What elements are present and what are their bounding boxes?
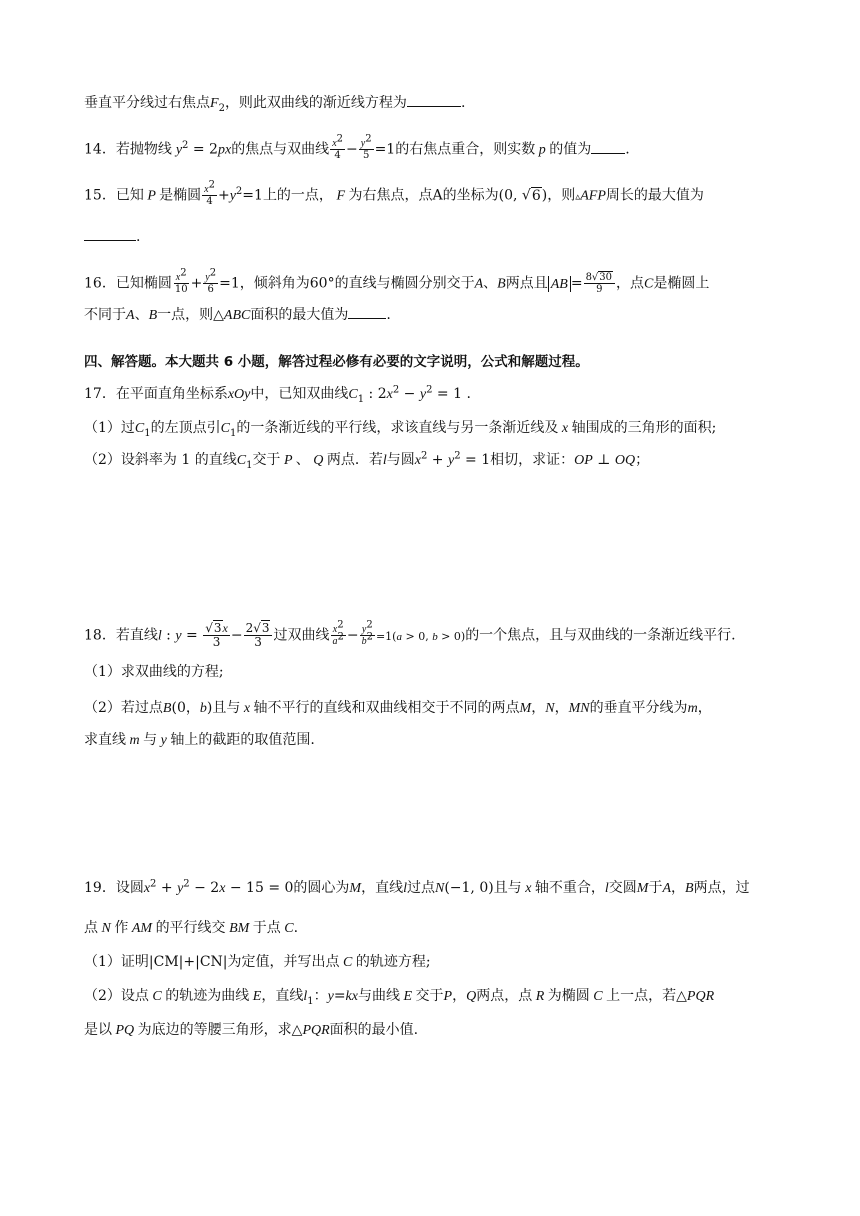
section-heading: 四、解答题。本大题共 6 小题，解答过程必修有必要的文字说明，公式和解题过程。: [84, 354, 589, 370]
answer-blank: [591, 139, 625, 154]
question-17-part-1: （1）过$C_1$的左顶点引$C_1$的一条渐近线的平行线，求该直线与另一条渐近线及 x 轴围成的三角形的面积;: [84, 420, 717, 439]
question-18: 18．若直线l : y = $\frac{√3x}{3}$ − $\frac{2√3}{3}$ 过双曲线 $\frac{x^2}{a^2}$ − $\frac{y^2}{b^2}$ =1(a > 0, b > 0)的一个焦点，且与双曲线的一条渐近线平行.: [84, 619, 736, 649]
question-17-part-2: （2）设斜率为 1 的直线$C_1$交于 P 、 Q 两点．若l与圆$x^2 + y^2 = 1$相切，求证：OP ⊥ OQ；: [84, 450, 650, 471]
question-14: 14．若抛物线 $y^2 = 2px$的焦点与双曲线 $\frac{x^2}{4}$ − $\frac{y^2}{5}$ =1的右焦点重合，则实数 p 的值为 .: [84, 133, 630, 161]
question-number: 14．: [84, 141, 116, 158]
question-16: 16．已知椭圆 $\frac{x^2}{10}$ + $\frac{y^2}{6}$ =1，倾斜角为60°的直线与椭圆分别交于A、B两点且 AB = $\frac{8√30}{9}$ ，点C是椭圆上: [84, 267, 710, 295]
q13-continuation: 垂直平分线过右焦点$F_2$，则此双曲线的渐近线方程为 .: [84, 92, 776, 114]
question-16-cont: 不同于A、B一点，则△ABC面积的最大值为 .: [84, 304, 776, 326]
question-15: 15．已知 P 是椭圆 $\frac{x^2}{4}$ $+y^2=1$上的一点， F 为右焦点，点A的坐标为(0, √6)，则▵AFP周长的最大值为: [84, 179, 704, 207]
question-19: 19．设圆$x^2 + y^2 - 2x - 15 = 0$的圆心为M，直线l过点N(−1, 0)且与 x 轴不重合，l交圆M于A，B两点，过: [84, 878, 750, 896]
answer-blank: [407, 92, 461, 107]
question-18-part-2: （2）若过点B(0，b)且与 x 轴不平行的直线和双曲线相交于不同的两点M，N，MN的垂直平分线为m，: [84, 700, 712, 716]
question-18-part-2-cont: 求直线 m 与 y 轴上的截距的取值范围.: [84, 732, 315, 748]
question-number: 18．: [84, 627, 116, 644]
question-15-blank-line: .: [84, 226, 776, 247]
answer-blank: [348, 304, 386, 319]
question-number: 17．: [84, 386, 116, 402]
question-number: 19．: [84, 880, 116, 896]
question-19-part-2: （2）设点 C 的轨迹为曲线 E，直线$l_1$：y=kx与曲线 E 交于P，Q两点，点 R 为椭圆 C 上一点，若△PQR: [84, 988, 715, 1007]
question-number: 16．: [84, 275, 116, 292]
question-19-part-2-cont: 是以 PQ 为底边的等腰三角形，求△PQR面积的最小值.: [84, 1022, 419, 1038]
question-19-cont: 点 N 作 AM 的平行线交 BM 于点 C.: [84, 920, 299, 936]
question-18-part-1: （1）求双曲线的方程;: [84, 664, 224, 680]
question-17: 17．在平面直角坐标系xOy中，已知双曲线$C_1$ : $2x^2 - y^2 = 1$ .: [84, 384, 471, 405]
answer-blank: [84, 226, 136, 241]
question-19-part-1: （1）证明|CM|+|CN|为定值，并写出点 C 的轨迹方程;: [84, 954, 431, 970]
question-number: 15．: [84, 187, 116, 204]
